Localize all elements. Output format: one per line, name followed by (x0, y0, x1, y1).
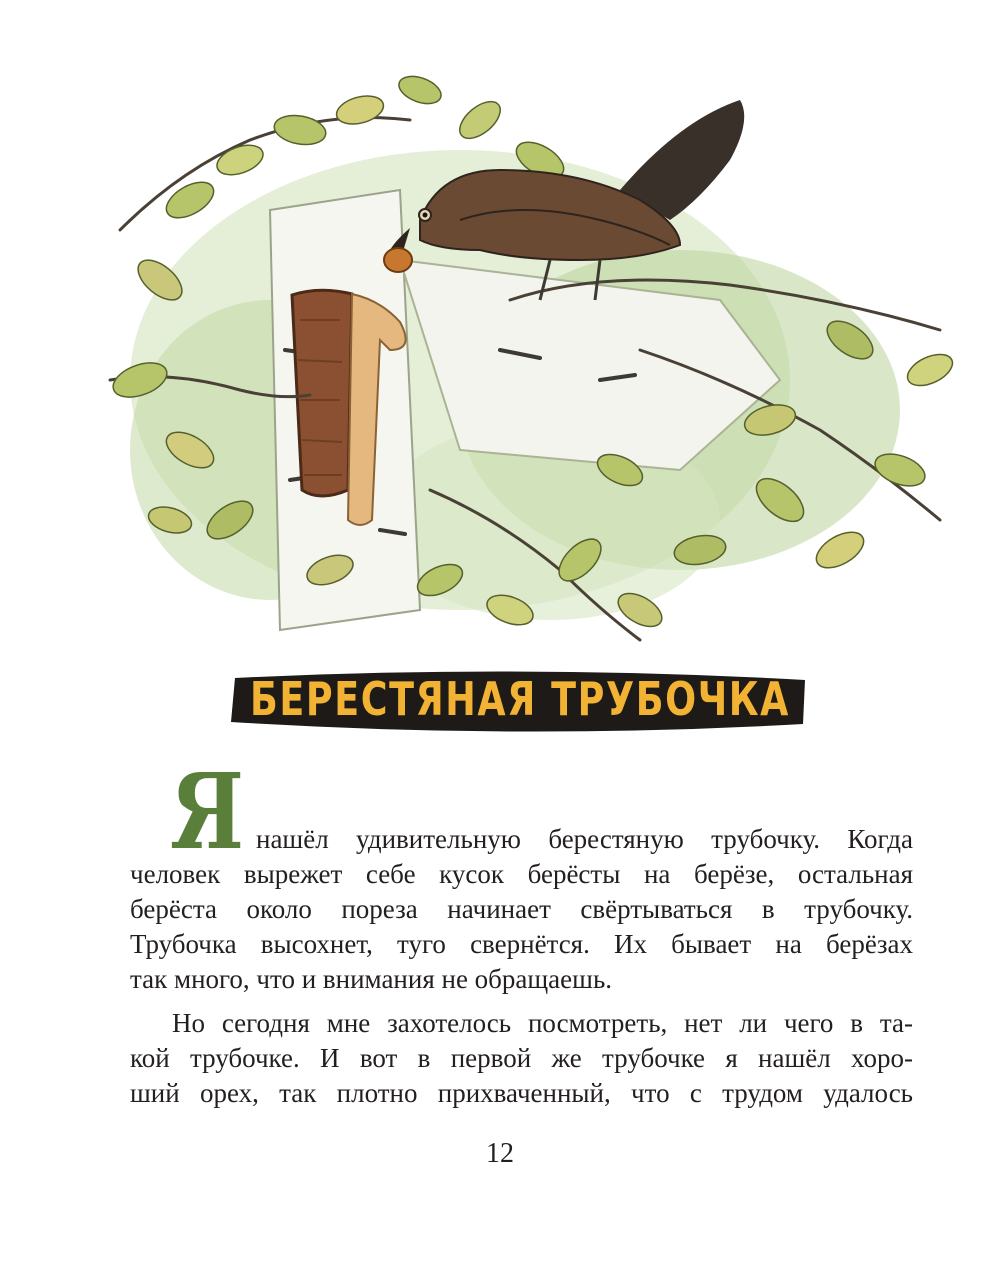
text-line: нашёл удивительную берестяную трубочку. Когда (256, 824, 913, 854)
drop-cap-letter: Я (170, 750, 244, 873)
text-line: так много, что и внимания не обращаешь. (130, 964, 613, 994)
text-line: берёста около пореза начинает свёртываться в трубочку. (130, 894, 913, 924)
text-line: человек вырежет себе кусок берёсты на берёзе, остальная (130, 859, 913, 889)
text-line: ший орех, так плотно прихваченный, что с трудом удалось (130, 1078, 913, 1108)
birch-illustration (80, 50, 970, 660)
text-line: Но сегодня мне захотелось посмотреть, нет ли чего в та- (172, 1008, 913, 1038)
text-line: кой трубочке. И вот в первой же трубочке я нашёл хоро- (130, 1043, 913, 1073)
page-number: 12 (486, 1138, 514, 1169)
drop-cap (170, 750, 250, 873)
nut-icon (384, 248, 412, 272)
title-banner (225, 660, 815, 740)
page-title: БЕРЕСТЯНАЯ ТРУБОЧКА (250, 672, 790, 726)
text-line: Трубочка высохнет, туго свернётся. Их бывает на берёзах (130, 929, 913, 959)
